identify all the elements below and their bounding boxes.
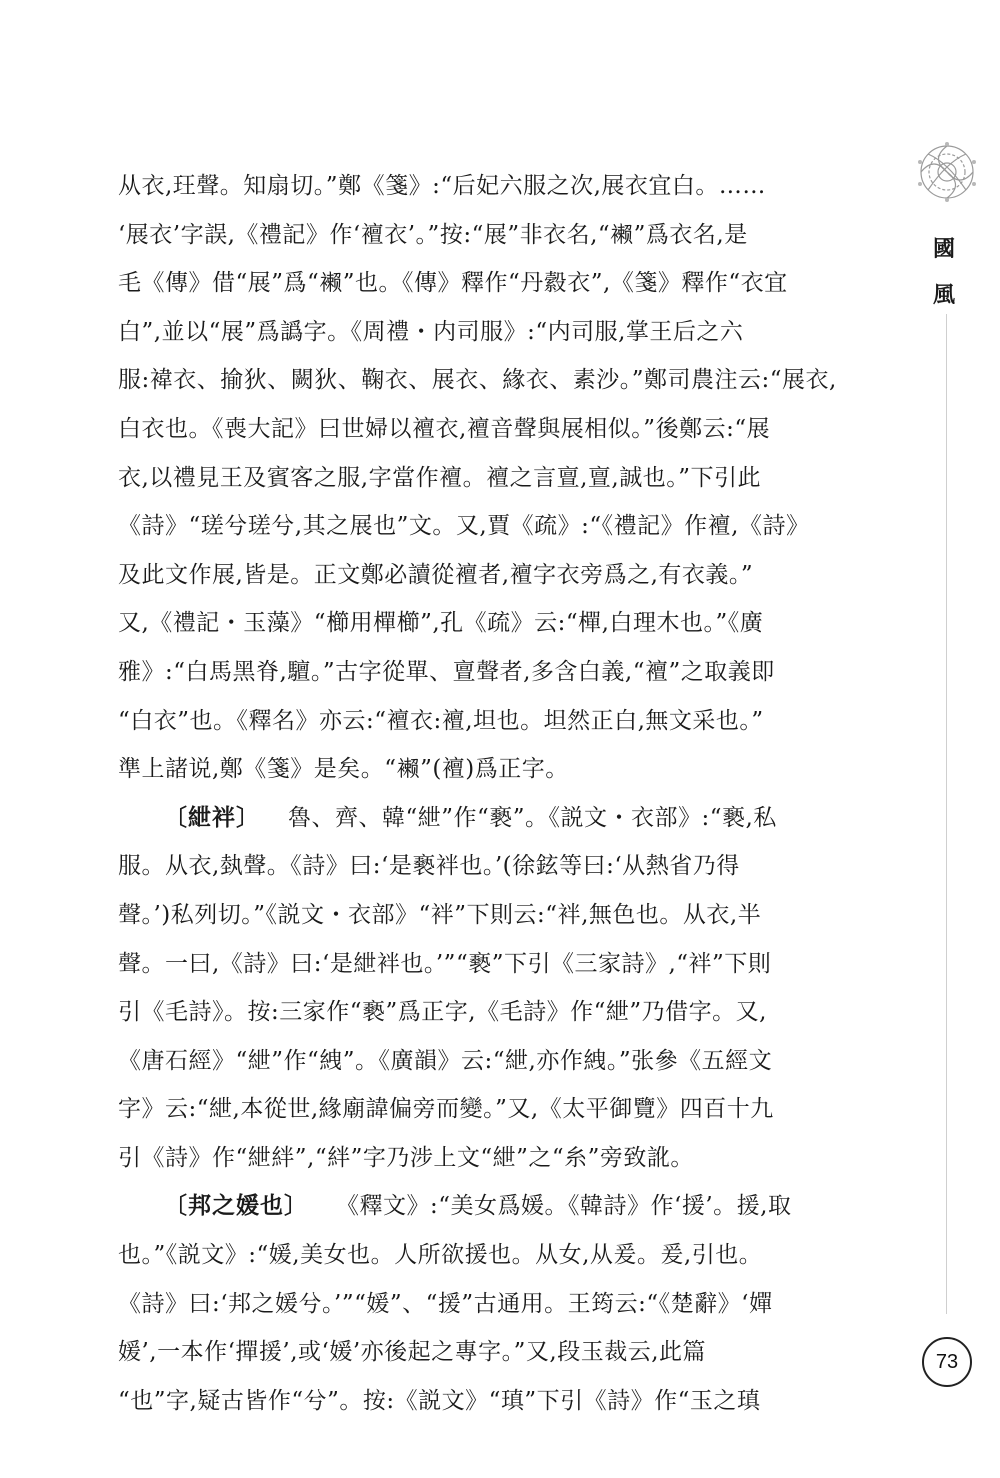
- text-line: 服:褘衣、揄狄、闕狄、鞠衣、展衣、緣衣、素沙。”鄭司農注云:“展衣,: [118, 367, 837, 394]
- margin-rule: [946, 314, 947, 1314]
- entry-first-line: [118, 1182, 878, 1231]
- entry-heading: 〔紲袢〕: [164, 803, 260, 831]
- text-line: 白”,並以“展”爲譌字。《周禮・内司服》:“内司服,掌王后之六: [118, 318, 744, 345]
- text-line: ‘展衣’字誤,《禮記》作‘襢衣’。”按:“展”非衣名,“𧝝”爲衣名,是: [118, 221, 748, 248]
- body-text: [118, 162, 878, 1425]
- text-line: 準上諸说,鄭《箋》是矣。“𧝝”(襢)爲正字。: [118, 756, 569, 783]
- text-line: 及此文作展,皆是。正文鄭必讀從襢者,襢字衣旁爲之,有衣義。”: [118, 561, 754, 588]
- running-head-char: 國: [932, 236, 955, 262]
- text-line: 引《毛詩》。按:三家作“褻”爲正字,《毛詩》作“紲”乃借字。又,: [118, 999, 767, 1026]
- running-head-title: [926, 226, 962, 318]
- text-line: 也。”《説文》:“媛,美女也。人所欲援也。从女,从爰。爰,引也。: [118, 1242, 763, 1269]
- entry-text: 魯、齊、韓“紲”作“褻”。《説文・衣部》:“褻,私: [288, 804, 777, 831]
- text-line: 字》云:“紲,本從世,緣廟諱偏旁而變。”又,《太平御覽》四百十九: [118, 1096, 774, 1123]
- floral-ornament-icon: [900, 132, 994, 216]
- text-line: 《詩》“瑳兮瑳兮,其之展也”文。又,賈《疏》:“《禮記》作襢,《詩》: [118, 513, 810, 540]
- text-line: 《詩》曰:‘邦之媛兮。’”“媛”、“援”古通用。王筠云:“《楚辭》‘嬋: [118, 1290, 773, 1317]
- entry-first-line: [118, 794, 878, 843]
- entry-heading: 〔邦之媛也〕: [164, 1192, 308, 1220]
- text-line: 衣,以禮見王及賓客之服,字當作襢。襢之言亶,亶,誠也。”下引此: [118, 464, 762, 491]
- page-number: 73: [922, 1337, 972, 1387]
- text-line: 从衣,玨聲。知扇切。”鄭《箋》:“后妃六服之次,展衣宜白。……: [118, 173, 766, 199]
- running-head-char: 風: [932, 282, 955, 308]
- text-line: 毛《傳》借“展”爲“𧝝”也。《傳》釋作“丹縠衣”,《箋》釋作“衣宜: [118, 270, 788, 297]
- text-line: 又,《禮記・玉藻》“櫛用樿櫛”,孔《疏》云:“樿,白理木也。”《廣: [118, 610, 764, 637]
- text-line: 聲。’)私列切。”《説文・衣部》“袢”下則云:“袢,無色也。从衣,半: [118, 901, 762, 928]
- text-line: 引《詩》作“紲絆”,“絆”字乃涉上文“紲”之“糸”旁致訛。: [118, 1144, 694, 1171]
- text-line: “白衣”也。《釋名》亦云:“襢衣:襢,坦也。坦然正白,無文采也。”: [118, 707, 764, 734]
- text-line: 雅》:“白馬黑脊,驙。”古字從單、亶聲者,多含白義,“襢”之取義即: [118, 658, 775, 685]
- text-line: 聲。一曰,《詩》曰:‘是紲袢也。’”“褻”下引《三家詩》,“袢”下則: [118, 950, 772, 977]
- entry-text: 《釋文》:“美女爲媛。《韓詩》作‘援’。援,取: [336, 1193, 792, 1220]
- text-line: “也”字,疑古皆作“兮”。按:《説文》“瑱”下引《詩》作“玉之瑱: [118, 1387, 761, 1414]
- text-line: 《唐石經》“紲”作“絏”。《廣韻》云:“紲,亦作絏。”张參《五經文: [118, 1047, 773, 1074]
- text-line: 媛’,一本作‘撣援’,或‘媛’亦後起之專字。”又,段玉裁云,此篇: [118, 1339, 707, 1366]
- text-line: 白衣也。《喪大記》曰世婦以襢衣,襢音聲與展相似。”後鄭云:“展: [118, 415, 771, 442]
- text-line: 服。从衣,埶聲。《詩》曰:‘是褻袢也。’(徐鉉等曰:‘从熱省乃得: [118, 853, 740, 880]
